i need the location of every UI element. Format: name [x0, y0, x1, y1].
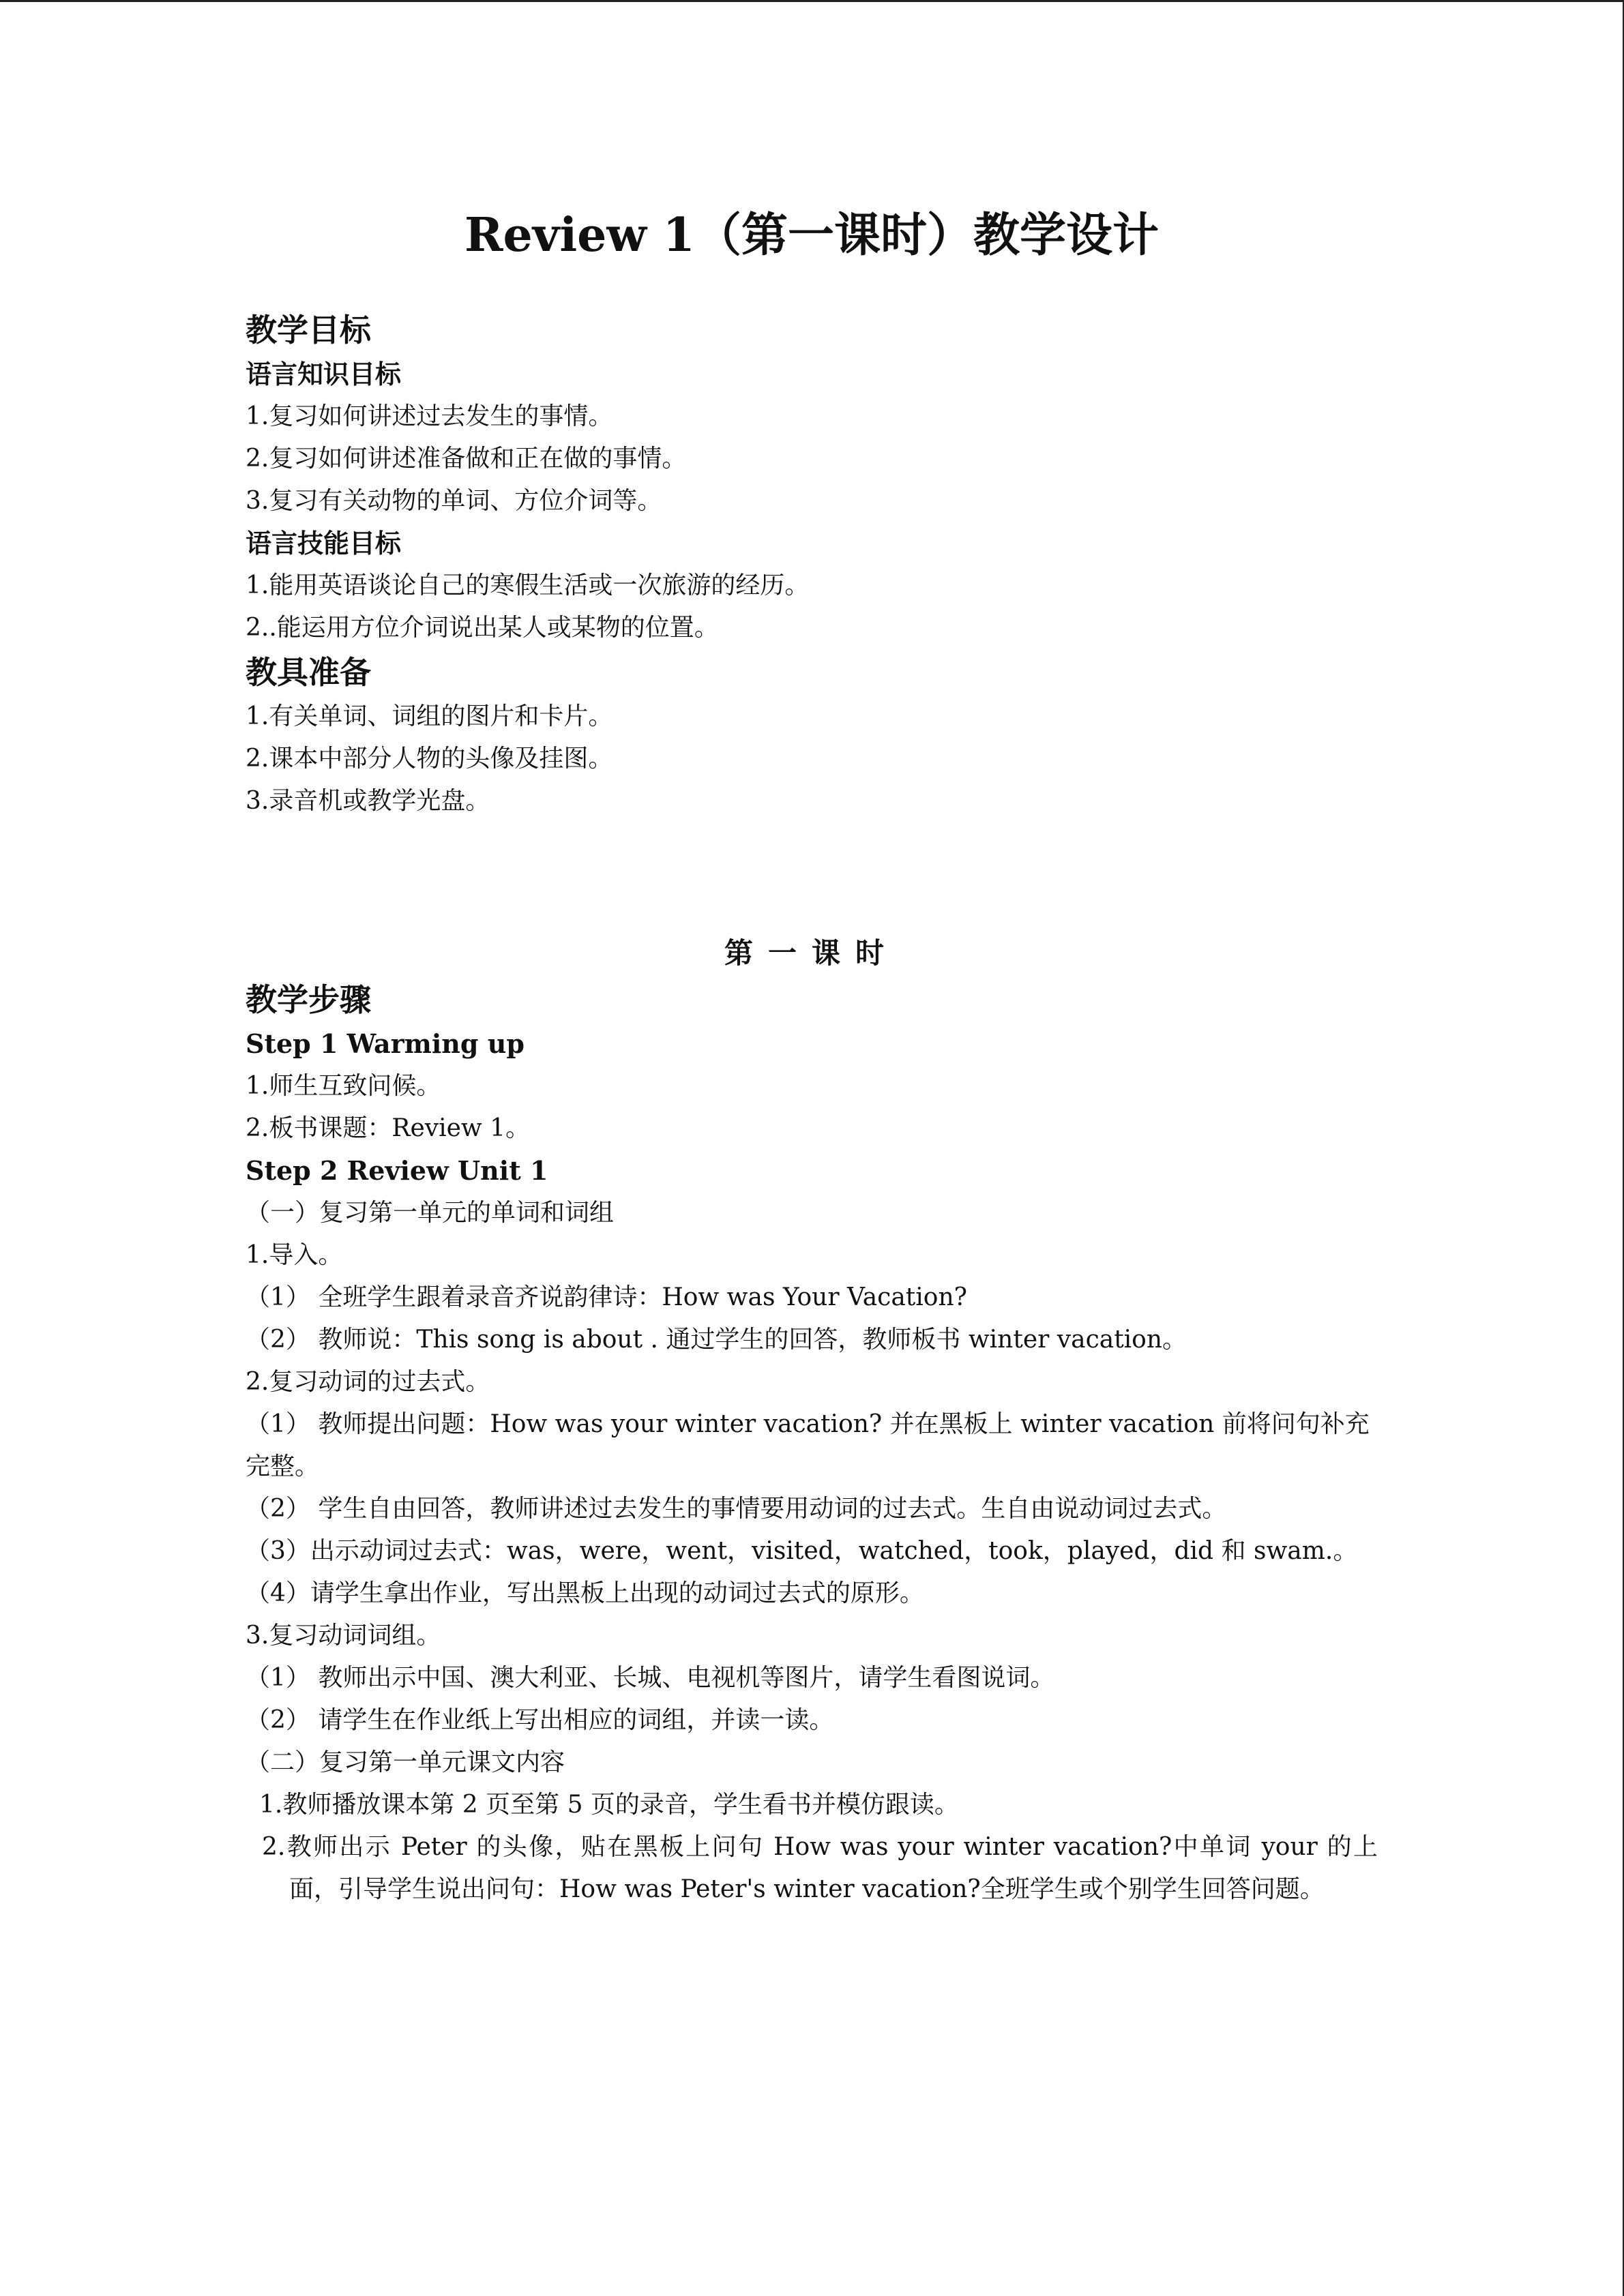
lesson-line: （2） 教师说：This song is about . 通过学生的回答，教师板书 winter vacation。	[246, 1326, 1187, 1354]
part2-line: 2.教师出示 Peter 的头像，贴在黑板上问句 How was your winter vacation?中单词 your 的上面，引导学生说出问句：How was Peter's winter vacation?全班学生或个别学生回答问题。	[262, 1833, 1378, 1903]
step2-heading: Step 2 Review Unit 1	[246, 1155, 548, 1186]
document-page	[246, 205, 1378, 1911]
lesson-line: （3）出示动词过去式：was，were，went，visited，watched，took，played，did 和 swam.。	[246, 1537, 1358, 1565]
part2-line: 1.教师播放课本第 2 页至第 5 页的录音，学生看书并模仿跟读。	[259, 1791, 959, 1819]
objectives-heading: 教学目标	[246, 312, 371, 348]
materials-item: 3.录音机或教学光盘。	[246, 787, 490, 815]
lesson-line: （2） 学生自由回答，教师讲述过去发生的事情要用动词的过去式。生自由说动词过去式。	[246, 1495, 1227, 1523]
skills-item: 1.能用英语谈论自己的寒假生活或一次旅游的经历。	[246, 571, 810, 599]
section-spacer	[246, 822, 1378, 931]
top-border	[0, 0, 1624, 2]
lesson-line: 3.复习动词词组。	[246, 1622, 441, 1650]
step1-item: 1.师生互致问候。	[246, 1072, 441, 1100]
part1-heading: （一）复习第一单元的单词和词组	[246, 1199, 615, 1227]
materials-item: 1.有关单词、词组的图片和卡片。	[246, 702, 613, 730]
lesson-section-title: 第一课时	[724, 936, 899, 970]
lesson-line: （4）请学生拿出作业，写出黑板上出现的动词过去式的原形。	[246, 1579, 924, 1607]
document-title: Review 1（第一课时）教学设计	[464, 208, 1159, 263]
part2-heading: （二）复习第一单元课文内容	[246, 1748, 565, 1776]
lesson-line: （1） 教师提出问题：How was your winter vacation? 并在黑板上 winter vacation 前将问句补充完整。	[246, 1410, 1370, 1480]
lesson-line: （1） 全班学生跟着录音齐说韵律诗：How was Your Vacation?	[246, 1283, 967, 1311]
lesson-line: （1） 教师出示中国、澳大利亚、长城、电视机等图片，请学生看图说词。	[246, 1664, 1055, 1692]
teaching-steps-heading: 教学步骤	[246, 981, 371, 1018]
skills-objectives-heading: 语言技能目标	[246, 528, 402, 558]
step1-heading: Step 1 Warming up	[246, 1028, 525, 1059]
step1-item: 2.板书课题：Review 1。	[246, 1114, 531, 1142]
lesson-line: 1.导入。	[246, 1241, 343, 1269]
knowledge-item: 2.复习如何讲述准备做和正在做的事情。	[246, 445, 687, 473]
lesson-line: （2） 请学生在作业纸上写出相应的词组，并读一读。	[246, 1706, 834, 1734]
lesson-line: 2.复习动词的过去式。	[246, 1368, 490, 1396]
knowledge-objectives-heading: 语言知识目标	[246, 359, 402, 389]
knowledge-item: 1.复习如何讲述过去发生的事情。	[246, 402, 613, 430]
materials-heading: 教具准备	[246, 654, 371, 691]
materials-item: 2.课本中部分人物的头像及挂图。	[246, 745, 613, 773]
knowledge-item: 3.复习有关动物的单词、方位介词等。	[246, 487, 662, 515]
skills-item: 2..能运用方位介词说出某人或某物的位置。	[246, 614, 719, 642]
